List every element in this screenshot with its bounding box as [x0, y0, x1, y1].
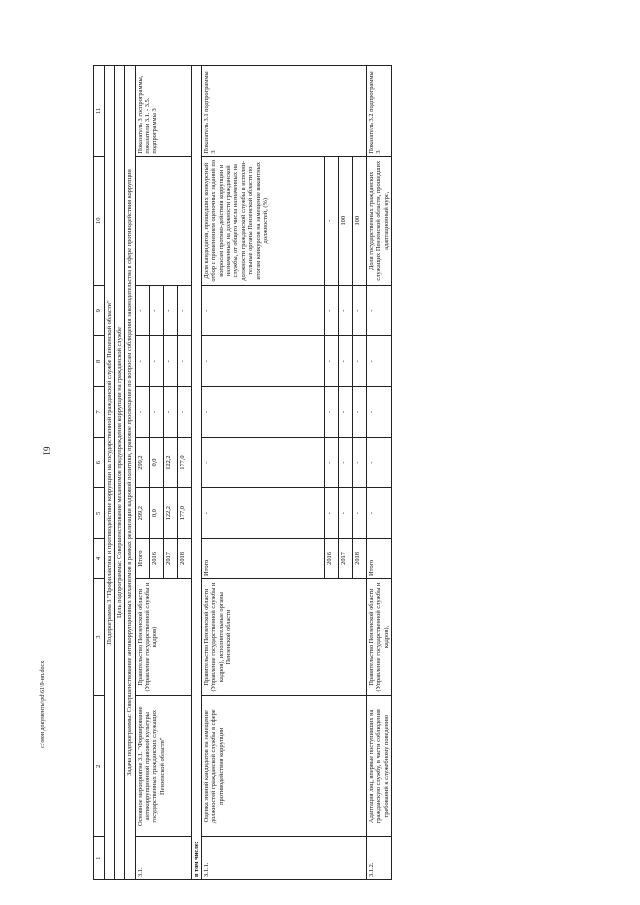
in-particular-label: в том числе: — [191, 66, 201, 880]
activity-name: Адаптация лиц, впервые поступивших на гражданскую службу, в части соблюдения требований к служебному поведению — [367, 696, 392, 837]
year-cell: 2016 — [149, 538, 163, 578]
subprogram-goal: Цель подпрограммы: Совершенствование механизмов предупреждения коррупции на гражданской службе — [114, 66, 124, 880]
value-cell: - — [325, 336, 339, 387]
value-cell: - — [202, 488, 325, 539]
col-number: 10 — [94, 156, 105, 285]
value-cell: - — [177, 285, 191, 336]
table-row — [135, 66, 149, 880]
col-number: 4 — [94, 538, 105, 578]
value-cell: - — [353, 336, 367, 387]
value-cell: - — [367, 387, 392, 438]
value-cell: 0,0 — [149, 488, 163, 539]
col-number: 5 — [94, 488, 105, 539]
value-cell: - — [353, 387, 367, 438]
col-number: 8 — [94, 336, 105, 387]
value-cell: - — [353, 285, 367, 336]
program-indicator: Показатель 3.2 подпрограммы 3 — [367, 66, 392, 157]
rotated-table-page — [93, 65, 563, 880]
year-cell: 2016 — [325, 538, 339, 578]
col-number: 7 — [94, 387, 105, 438]
value-cell: - — [367, 285, 392, 336]
year-cell: 2017 — [339, 538, 353, 578]
value-cell: - — [202, 336, 325, 387]
table-row — [367, 66, 392, 880]
value-cell: - — [367, 336, 392, 387]
value-cell: - — [163, 285, 177, 336]
row-number: 3.1.2. — [367, 837, 392, 880]
value-cell: - — [202, 387, 325, 438]
value-cell: - — [149, 336, 163, 387]
value-cell: - — [202, 437, 325, 488]
year-cell: 2018 — [353, 538, 367, 578]
value-cell: - — [149, 285, 163, 336]
row-number: 3.1. — [135, 837, 191, 880]
value-cell: - — [202, 285, 325, 336]
value-cell: 299,2 — [135, 437, 149, 488]
program-table — [93, 65, 392, 880]
indicator-value: 100 — [353, 156, 367, 285]
indicator-value: - — [325, 156, 339, 285]
value-cell: - — [135, 285, 149, 336]
value-cell: 122,2 — [163, 488, 177, 539]
value-cell: - — [325, 437, 339, 488]
value-cell: - — [163, 336, 177, 387]
value-cell: - — [367, 437, 392, 488]
indicator-value: 100 — [339, 156, 353, 285]
col-number: 1 — [94, 837, 105, 880]
year-cell: Итого — [202, 538, 325, 578]
value-cell: - — [135, 336, 149, 387]
table-row — [202, 66, 325, 880]
value-cell: 177,0 — [177, 437, 191, 488]
col-number: 6 — [94, 437, 105, 488]
col-number: 2 — [94, 696, 105, 837]
value-cell: 0,0 — [149, 437, 163, 488]
col-number: 9 — [94, 285, 105, 336]
value-cell: - — [339, 285, 353, 336]
indicator-name: Доля кандидатов, прошедших конкурсный отбор с применением оценочных заданий по вопросам противо-действия коррупции и назначенных на должности гражданской службы, от общего числа назначенных на должности гражданской службы в исполни-тельные органы Пензенской области по итогам конкурсов на замещение вакантных должностей, (%) — [202, 156, 325, 285]
row-number: 3.1.1. — [202, 837, 367, 880]
subprogram-title: Подпрограмма 3 "Профилактика и противодействие коррупции на государственной гражданской службе Пензенской области" — [104, 66, 114, 880]
indicator-cell — [135, 156, 191, 285]
col-number: 3 — [94, 578, 105, 695]
program-indicator: Показатель 3 госпрограммы, показатели 3.1. - 3.5. подпрограммы 3 — [135, 66, 191, 157]
indicator-name: Доля государственных гражданских служащих Пензенской области, прошедших адаптационный курс, — [367, 156, 392, 285]
value-cell: - — [353, 488, 367, 539]
value-cell: - — [177, 387, 191, 438]
value-cell: - — [367, 488, 392, 539]
value-cell: - — [339, 387, 353, 438]
value-cell: - — [339, 488, 353, 539]
value-cell: - — [339, 437, 353, 488]
value-cell: 122,2 — [163, 437, 177, 488]
year-cell: Итого — [135, 538, 149, 578]
value-cell: - — [177, 336, 191, 387]
file-path-footer: c:\мои документы\pd\61\9-нп.docx — [40, 660, 46, 748]
executor: Правительство Пензенской области (Управление государственной службы и кадров), — [367, 578, 392, 695]
value-cell: - — [163, 387, 177, 438]
page-number: 61 — [41, 446, 52, 456]
col-number: 11 — [94, 66, 105, 157]
value-cell: - — [135, 387, 149, 438]
program-indicator: Показатель 3.1 подпрограммы 3 — [202, 66, 367, 157]
year-cell: 2017 — [163, 538, 177, 578]
activity-name: Основное мероприятие 3.1. "Формирование антикоррупционной правовой культуры государственных гражданских служащих Пензенской области" — [135, 696, 191, 837]
value-cell: - — [149, 387, 163, 438]
value-cell: - — [353, 437, 367, 488]
activity-name: Оценка знаний кандидатов на замещение должностей гражданской службы в сфере противодействия коррупции — [202, 696, 367, 837]
subprogram-task: Задача подпрограммы: Совершенствование антикоррупционных механизмов в рамках реализации кадровой политики, правовое просвещение по вопросам соблюдения законодательства в сфере противодействия коррупции — [125, 66, 135, 880]
value-cell: 299,2 — [135, 488, 149, 539]
value-cell: - — [325, 387, 339, 438]
value-cell: - — [325, 488, 339, 539]
value-cell: - — [339, 336, 353, 387]
column-number-row — [94, 66, 105, 880]
value-cell: - — [325, 285, 339, 336]
executor: Правительство Пензенской области (Управление государственной службы и кадров) — [135, 578, 191, 695]
year-cell: 2018 — [177, 538, 191, 578]
value-cell: 177,0 — [177, 488, 191, 539]
executor: Правительство Пензенской области (Управление государственной службы и кадров), исполнительные органы Пензенской области — [202, 578, 367, 695]
year-cell: Итого — [367, 538, 392, 578]
